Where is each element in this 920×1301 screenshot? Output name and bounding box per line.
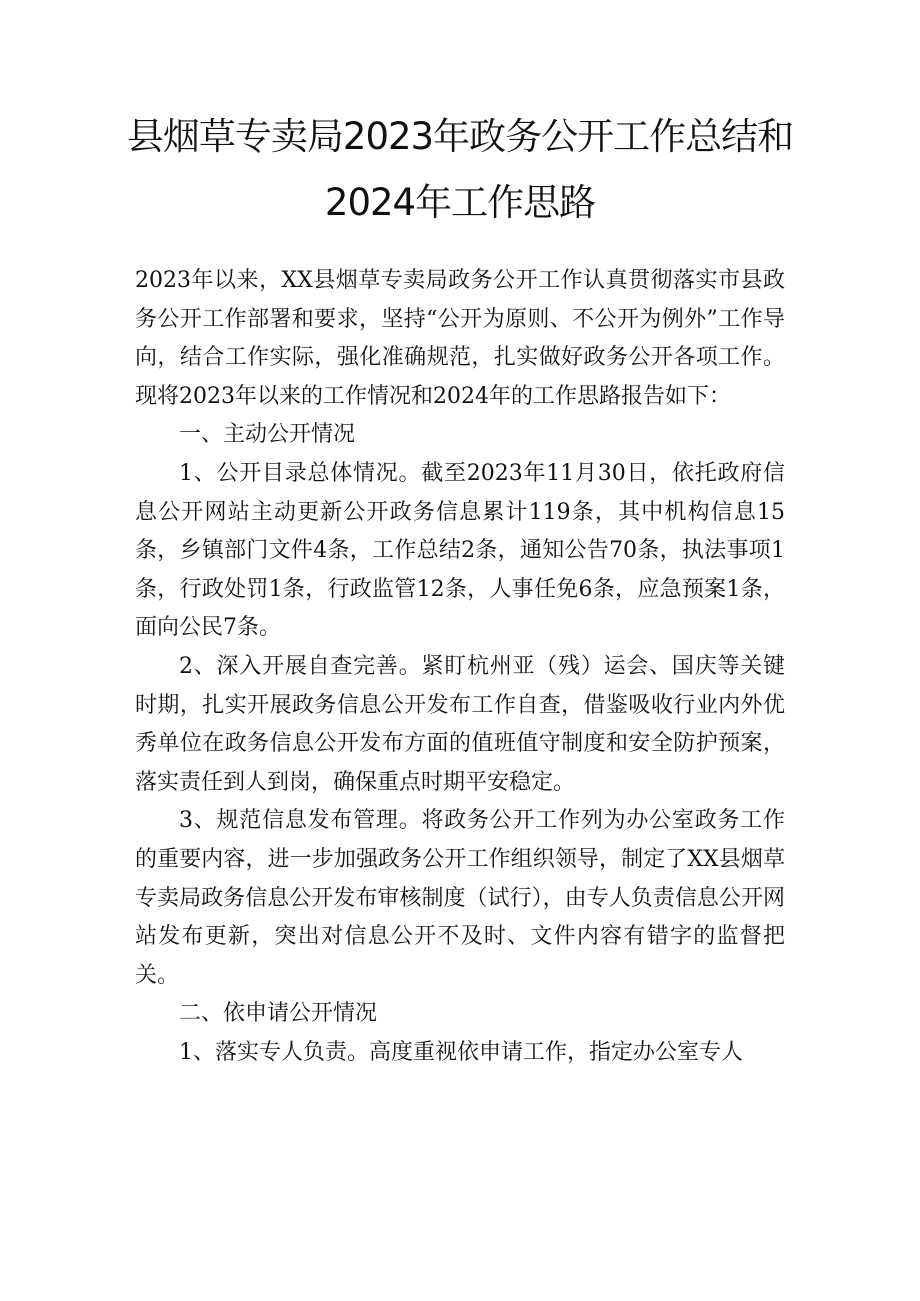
paragraph-self-inspection: 2、深入开展自查完善。紧盯杭州亚（残）运会、国庆等关键时期，扎实开展政务信息公开发布工作自查，借鉴吸收行业内外优秀单位在政务信息公开发布方面的值班值守制度和安全防护预案，落实责任到人到岗，确保重点时期平安稳定。 — [135, 653, 785, 795]
paragraph-catalog-overview: 1、公开目录总体情况。截至2023年11月30日，依托政府信息公开网站主动更新公开政务信息累计119条，其中机构信息15条，乡镇部门文件4条，工作总结2条，通知公告70条，执法事项1条，行政处罚1条，行政监管12条，人事任免6条，应急预案1条，面向公民7条。 — [135, 460, 785, 641]
intro-paragraph: 2023年以来，XX县烟草专卖局政务公开工作认真贯彻落实市县政务公开工作部署和要求，坚持“公开为原则、不公开为例外”工作导向，结合工作实际，强化准确规范，扎实做好政务公开各项工作。现将2023年以来的工作情况和2024年的工作思路报告如下： — [135, 268, 785, 409]
document-title-line-2: 2024年工作思路 — [324, 181, 596, 224]
document-body — [135, 262, 785, 1072]
document-title-line-1: 县烟草专卖局2023年政务公开工作总结和 — [126, 115, 794, 158]
section-heading-application-disclosure: 二、依申请公开情况 — [179, 1001, 378, 1027]
paragraph-dedicated-staff: 1、落实专人负责。高度重视依申请工作，指定办公室专人 — [179, 1039, 743, 1065]
section-heading-proactive-disclosure: 一、主动公开情况 — [179, 422, 356, 448]
paragraph-release-management: 3、规范信息发布管理。将政务公开工作列为办公室政务工作的重要内容，进一步加强政务公开工作组织领导，制定了XX县烟草专卖局政务信息公开发布审核制度（试行），由专人负责信息公开网站发布更新，突出对信息公开不及时、文件内容有错字的监督把关。 — [135, 808, 785, 988]
